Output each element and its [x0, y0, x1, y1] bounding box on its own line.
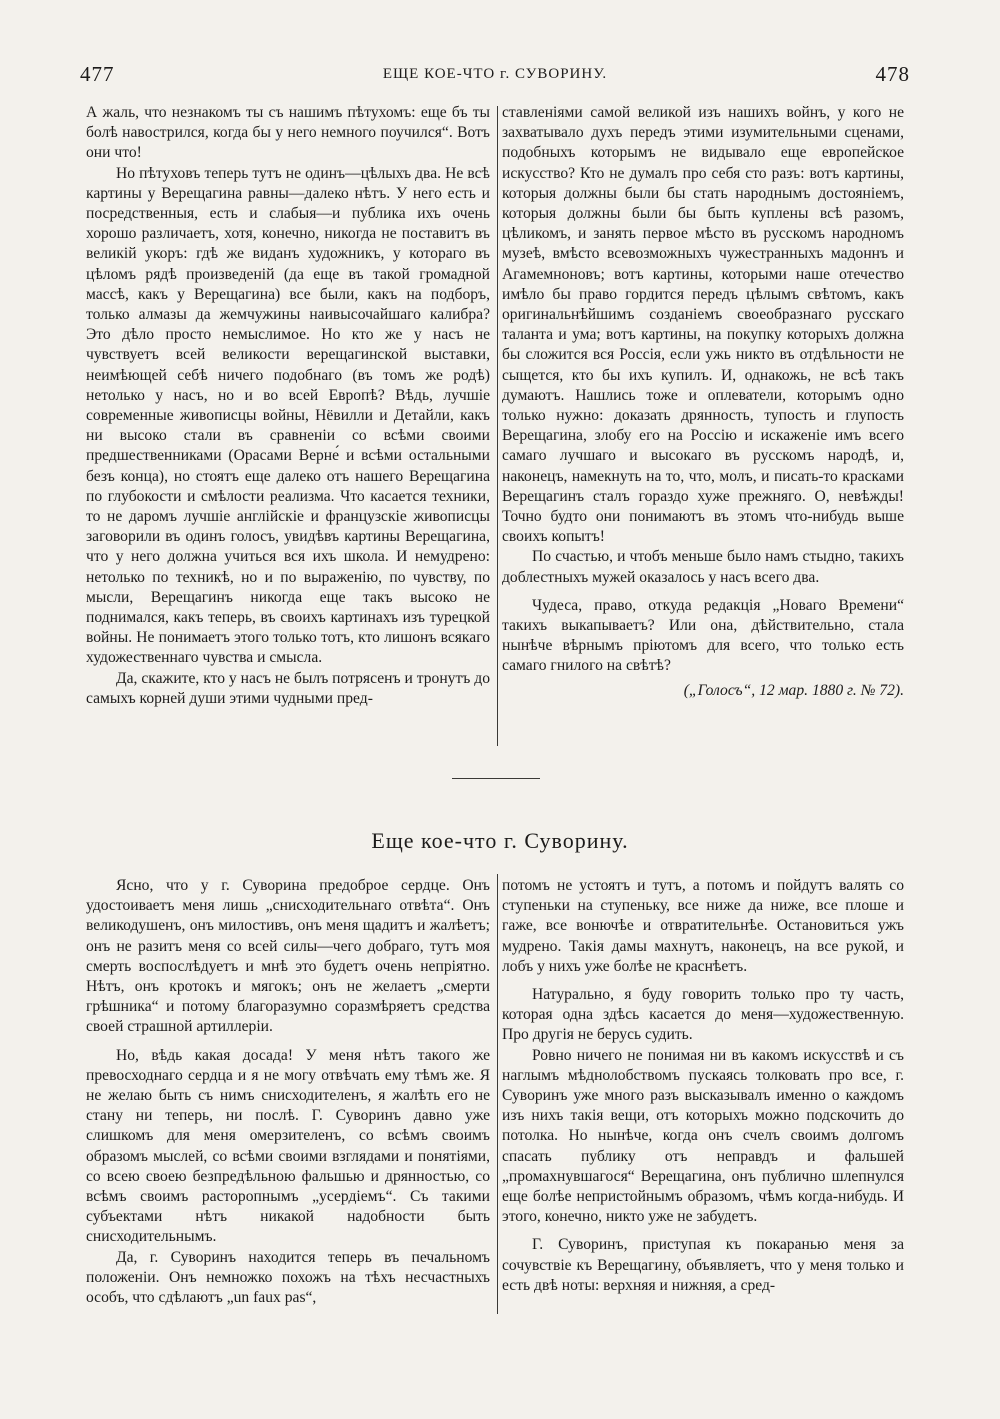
- column-divider: [497, 874, 498, 1314]
- paragraph: По счастью, и чтобъ меньше было намъ стыдно, такихъ доблестныхъ мужей оказалось у насъ всего два.: [502, 548, 904, 586]
- paragraph: Да, скажите, кто у насъ не былъ потрясенъ и тронутъ до самыхъ корней души этими чудными пред-: [86, 669, 490, 707]
- right-page-number: 478: [875, 61, 910, 86]
- running-title: ЕЩЕ КОЕ-ЧТО г. СУВОРИНУ.: [382, 65, 608, 82]
- paragraph: Но, вѣдь какая досада! У меня нѣтъ такого же превосходнаго сердца и я не могу отвѣчать ему тѣмъ же. Я не желаю быть съ нимъ снисходителенъ, я жалѣть его не стану ни теперь, ни послѣ. Г. Суворинъ давно уже слишкомъ для меня омерзителенъ, со всѣмъ своимъ образомъ мыслей, со всѣми своими взглядами и понятіями, со всею своею безпредѣльною фальшью и дрянностью, со всѣмъ своимъ расторопнымъ „усердіемъ“. Съ такими субъектами нѣтъ никакой надобности быть снисходительнымъ.: [86, 1046, 490, 1246]
- paragraph: Но пѣтуховъ теперь тутъ не одинъ—цѣлыхъ два. Не всѣ картины у Верещагина равны—далеко нѣтъ. У него есть и посредственныя, есть и слабыя—и публика ихъ очень хорошо различаетъ, хотя, конечно, никогда не поставитъ въ великій укоръ: гдѣ же виданъ художникъ, у котораго въ цѣломъ рядѣ произведеній (да еще въ такой громадной массѣ, какъ у Верещагина) все были, какъ на подборъ, только алмазы да жемчужины наивысочайшаго калибра? Это дѣло просто немыслимое. Но кто же у насъ не чувствуетъ всей великости верещагинской выставки, неимѣющей себѣ ничего подобнаго (въ томъ же родѣ) нетолько у насъ, но и во всей Европѣ? Вѣдь, лучшіе современные живописцы войны, Нёвилли и Детайли, какъ ни высоко стали въ сравненіи со всѣми своими предшественниками (Орасами Верне́ и всѣми остальными безъ конца), но стоятъ еще далеко отъ нашего Верещагина по глубокости и смѣлости реализма. Что касается техники, то не даромъ лучшіе англійскіе и французскіе живописцы заговорили въ одинъ голосъ, увидѣвъ картины Верещагина, что у него должна учиться вся ихъ школа. И немудрено: нетолько по техникѣ, но и по выраженію, по чувству, по мысли, Верещагинъ никогда еще такъ высоко не поднимался, какъ теперь, въ своихъ картинахъ изъ турецкой войны. Не понимаетъ этого только тотъ, кто лишонъ всякаго художественнаго чувства и смысла.: [86, 164, 490, 667]
- section-separator: [452, 778, 540, 779]
- paragraph: Ровно ничего не понимая ни въ какомъ искусствѣ и съ наглымъ мѣднолобствомъ пускаясь толковать про все, г. Суворинъ уже много разъ высказывалъ именно о каждомъ изъ нихъ такія вещи, отъ которыхъ можно подскочить до потолка. Но нынѣче, когда онъ счелъ своимъ долгомъ спасать публику отъ неправдъ и фальшей „промахнувшагося“ Верещагина, онъ публично шлепнулся еще болѣе непристойнымъ образомъ, чѣмъ когда-нибудь. И этого, конечно, никто уже не забудетъ.: [502, 1046, 904, 1226]
- article-left-column: [86, 876, 490, 1308]
- paragraph: потомъ не устоятъ и тутъ, а потомъ и пойдутъ валять со ступеньки на ступеньку, все ниже да ниже, все плоше и гаже, все вонючѣе и отвратительнѣе. Остановиться ужъ мудрено. Такія дамы махнутъ, наконецъ, на все рукой, и лобъ у нихъ уже болѣе не краснѣетъ.: [502, 877, 904, 975]
- paragraph: ставленіями самой великой изъ нашихъ войнъ, у кого не захватывало духъ передъ этими изумительными сценами, подобныхъ которымъ не видывало еще европейское искусство? Кто не думалъ про себя сто разъ: вотъ картины, которыя должны были бы стать народнымъ достояніемъ, которыя должны были бы быть куплены всѣ разомъ, цѣликомъ, и занять первое мѣсто въ русскомъ народномъ музеѣ, вмѣсто всевозможныхъ чужестранныхъ мадоннъ и Агамемноновъ; вотъ картины, которыми наше отечество имѣло бы право гордится передъ цѣлымъ свѣтомъ, какъ оригинальнѣйшимъ созданіемъ своеобразнаго русскаго таланта и ума; вотъ картины, на покупку которыхъ должна бы сложится вся Россія, если ужь никто въ отдѣльности не сыщется, кто бы ихъ купилъ. И, однакожь, не всѣ такъ думаютъ. Нашлись тоже и оплеватели, которымъ одно только нужно: доказать дрянность, тупость и глупость Верещагина, злобу его на Россію и искаженіе имъ всего самаго лучшаго и высокаго въ русскомъ народѣ, и, наконецъ, намекнуть на то, что, молъ, и писать-то красками Верещагинъ сталъ гораздо хуже прежняго. О, невѣжды! Точно будто они понимаютъ въ этомъ что-нибудь выше своихъ копытъ!: [502, 104, 904, 546]
- top-right-column: [502, 103, 904, 701]
- column-divider: [497, 106, 498, 746]
- paragraph: Ясно, что у г. Суворина предоброе сердце. Онъ удостоиваетъ меня лишь „снисходительнаго отвѣта“. Онъ великодушенъ, онъ милостивъ, онъ меня щадитъ и жалѣетъ; онъ не разитъ меня со всей силы—чего добраго, тутъ моя смерть воспослѣдуетъ и мнѣ это будетъ очень непріятно. Нѣтъ, онъ кротокъ и мягокъ; онъ не желаетъ „смерти грѣшника“ и потому благоразумно соразмѣряетъ средства своей страшной артиллеріи.: [86, 877, 490, 1036]
- paragraph: Да, г. Суворинъ находится теперь въ печальномъ положеніи. Онъ немножко похожъ на тѣхъ несчастныхъ особъ, что сдѣлаютъ „un faux pas“,: [86, 1248, 490, 1307]
- running-header: [80, 60, 910, 88]
- article-title: Еще кое-что г. Суворину.: [371, 828, 629, 853]
- source-citation: („Голосъ“, 12 мар. 1880 г. № 72).: [683, 681, 904, 699]
- left-page-number: 477: [80, 61, 115, 86]
- paragraph: А жаль, что незнакомъ ты съ нашимъ пѣтухомъ: еще бъ ты болѣ навострился, когда бы у него немного поучился“. Вотъ они что!: [86, 104, 490, 162]
- top-left-column: [86, 103, 490, 709]
- article-right-column: [502, 876, 904, 1296]
- paragraph: Г. Суворинъ, приступая къ покаранью меня за сочувствіе къ Верещагину, объявляетъ, что у меня только и есть двѣ ноты: верхняя и нижняя, а сред-: [502, 1236, 904, 1294]
- paragraph: Натурально, я буду говорить только про ту часть, которая одна здѣсь касается до меня—художественную. Про другія не берусь судить.: [502, 986, 904, 1044]
- paragraph: Чудеса, право, откуда редакція „Новаго Времени“ такихъ выкапываетъ? Или она, дѣйствительно, стала нынѣче вѣрнымъ пріютомъ для всего, что только есть самаго гнилого на свѣтѣ?: [502, 596, 904, 675]
